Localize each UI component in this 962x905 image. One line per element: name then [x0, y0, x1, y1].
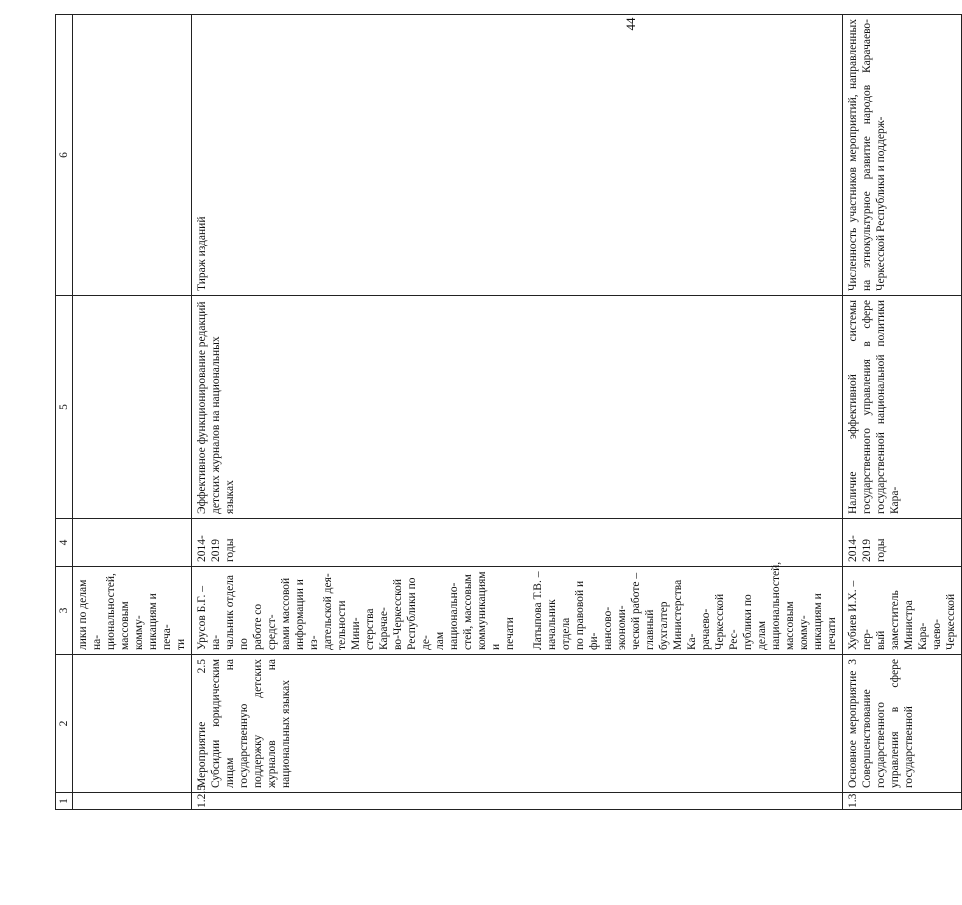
header-row [56, 15, 73, 810]
page-number: 44 [623, 17, 638, 31]
column-header: 4 [56, 519, 73, 567]
responsible-line: работе со средст- [252, 603, 278, 650]
column-header: 5 [56, 296, 73, 519]
table-row [192, 15, 843, 810]
program-activities-table [55, 14, 962, 810]
responsible-line: Черкесской Рес- [714, 593, 740, 650]
responsible-line: Министерства Ка- [672, 579, 698, 650]
responsible-line: лики по делам на- [77, 579, 103, 650]
responsible-line: печати [504, 617, 516, 650]
responsible-line: чальник отдела по [224, 574, 250, 650]
activity-cell [73, 655, 192, 793]
responsible-line: рачаево- [700, 608, 712, 650]
responsible-line: главный бухгалтер [644, 601, 670, 650]
responsible-line: дательской дея- [322, 573, 334, 650]
column-header: 1 [56, 793, 73, 810]
responsible-line: публики по делам [742, 594, 768, 650]
table-row [73, 15, 192, 810]
result-cell: Наличие эффективной системы государственного управления в сфере государственной национальной политики Кара- [843, 296, 962, 519]
activity-cell: Мероприятие 2.5 Субсидии юридическим лицам на государственную поддержку детских журналов на национальных языках [192, 655, 843, 793]
responsible-line: Урусов Б.Г. – на- [196, 586, 222, 650]
column-header: 2 [56, 655, 73, 793]
period-cell: 2014-2019 годы [192, 519, 843, 567]
responsible-line: ческой работе – [630, 572, 642, 650]
period-cell: 2014-2019 годы [843, 519, 962, 567]
table-row [843, 15, 962, 810]
responsible-line: массовым комму- [784, 601, 810, 650]
responsible-line: массовым комму- [119, 601, 145, 650]
responsible-line: стей, массовым [462, 574, 474, 650]
indicator-cell: Численность участников мероприятий, направленных на этнокультурное развитие народов Карачаево-Черкесской Республики и поддерж- [843, 15, 962, 296]
responsible-line: Хубиев И.Х. –пер- [847, 580, 873, 650]
responsible-line: национальностей, [770, 561, 782, 650]
indicator-cell [73, 15, 192, 296]
row-number: 1.2.5 [192, 793, 843, 810]
responsible-line: по правовой и фи- [574, 580, 600, 650]
responsible-line: Республики по де- [406, 577, 432, 650]
responsible-cell [73, 567, 192, 655]
responsible-line: никациям и печати [812, 593, 838, 650]
period-cell [73, 519, 192, 567]
responsible-line: стерства Карачае- [364, 607, 390, 650]
responsible-line: информации и из- [294, 579, 320, 650]
row-number [73, 793, 192, 810]
responsible-line: вый заместитель [875, 590, 901, 650]
responsible-cell [192, 561, 843, 655]
responsible-line: Латыпова Т.В. – [532, 571, 544, 650]
responsible-line: начальник отдела [546, 599, 572, 650]
responsible-line: циональностей, [105, 573, 117, 650]
responsible-line: лам национально- [434, 582, 460, 650]
responsible-line: нансово-экономи- [602, 605, 628, 650]
responsible-line: вами массовой [280, 577, 292, 650]
activity-cell: Основное мероприятие 3 Совершенствование государственного управления в сфере государственной [843, 655, 962, 793]
column-header: 6 [56, 15, 73, 296]
row-number: 1.3 [843, 793, 962, 810]
responsible-line: никациям и печа- [147, 593, 173, 650]
result-cell: Эффективное функционирование редакций детских журналов на национальных языках [192, 296, 843, 519]
responsible-line: тельности Мини- [336, 600, 362, 650]
result-cell [73, 296, 192, 519]
responsible-line: коммуникациям и [476, 571, 502, 650]
responsible-line: Министра Кара- [903, 600, 929, 650]
column-header: 3 [56, 567, 73, 655]
responsible-line: во-Черкесской [392, 578, 404, 650]
responsible-line: чаево-Черкесской [931, 593, 957, 650]
responsible-cell [843, 567, 962, 655]
indicator-cell: Тираж изданий [192, 15, 843, 296]
responsible-line: ти [175, 638, 187, 650]
